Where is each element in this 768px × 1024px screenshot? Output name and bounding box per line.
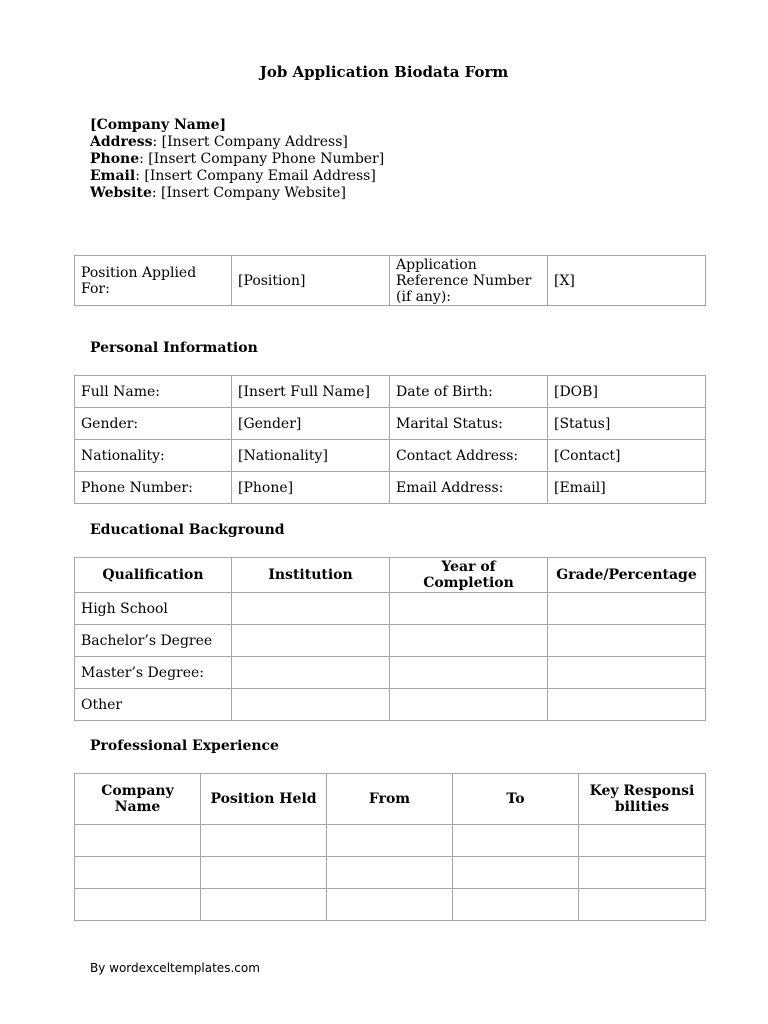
table-cell[interactable] [201, 857, 327, 889]
table-cell: Phone Number: [75, 472, 232, 504]
key-responsibilities-label: Key Responsibilities [589, 783, 695, 815]
table-cell: Marital Status: [390, 408, 548, 440]
table-row [75, 889, 706, 921]
table-cell[interactable]: [Email] [548, 472, 706, 504]
column-header: Year of Completion [390, 558, 548, 593]
company-email-value: : [Insert Company Email Address] [135, 168, 376, 184]
table-cell[interactable] [201, 825, 327, 857]
table-cell[interactable] [453, 857, 579, 889]
company-info [90, 117, 384, 202]
table-cell[interactable] [75, 889, 201, 921]
table-cell[interactable] [453, 889, 579, 921]
company-website-label: Website [90, 185, 152, 201]
table-cell[interactable] [390, 625, 548, 657]
table-row [75, 593, 706, 625]
column-header: Qualification [75, 558, 232, 593]
table-cell: Bachelor’s Degree [75, 625, 232, 657]
company-email-label: Email [90, 168, 136, 184]
table-cell[interactable]: [Status] [548, 408, 706, 440]
table-cell[interactable] [579, 825, 706, 857]
table-row [75, 657, 706, 689]
table-cell[interactable]: [Phone] [232, 472, 390, 504]
table-cell[interactable]: [DOB] [548, 376, 706, 408]
column-header: Grade/Percentage [548, 558, 706, 593]
table-cell[interactable] [232, 657, 390, 689]
table-row [75, 472, 706, 504]
table-cell[interactable] [327, 825, 453, 857]
table-row [75, 857, 706, 889]
column-header: Company Name [75, 774, 201, 825]
position-table [74, 255, 706, 306]
company-address-label: Address [90, 134, 153, 150]
column-header: Institution [232, 558, 390, 593]
table-cell[interactable] [75, 825, 201, 857]
table-cell[interactable]: [Nationality] [232, 440, 390, 472]
education-table [74, 557, 706, 721]
table-cell: Master’s Degree: [75, 657, 232, 689]
table-cell[interactable]: [Contact] [548, 440, 706, 472]
personal-info-heading: Personal Information [90, 340, 258, 356]
column-header [579, 774, 706, 825]
company-address-value: : [Insert Company Address] [152, 134, 348, 150]
table-row [75, 825, 706, 857]
table-cell[interactable] [390, 593, 548, 625]
table-cell[interactable] [579, 857, 706, 889]
table-cell[interactable] [390, 657, 548, 689]
table-cell: Contact Address: [390, 440, 548, 472]
table-cell: Full Name: [75, 376, 232, 408]
table-cell[interactable] [453, 825, 579, 857]
table-cell: Gender: [75, 408, 232, 440]
table-cell[interactable] [548, 593, 706, 625]
column-header: To [453, 774, 579, 825]
table-cell[interactable] [548, 625, 706, 657]
company-phone-label: Phone [90, 151, 140, 167]
table-cell[interactable] [327, 889, 453, 921]
table-header-row [75, 774, 706, 825]
table-header-row [75, 558, 706, 593]
table-row [75, 376, 706, 408]
column-header: Position Held [201, 774, 327, 825]
table-cell[interactable] [75, 857, 201, 889]
table-row [75, 408, 706, 440]
table-cell[interactable] [548, 657, 706, 689]
table-cell[interactable] [579, 889, 706, 921]
position-value-cell[interactable]: [Position] [232, 256, 390, 306]
company-phone-value: : [Insert Company Phone Number] [139, 151, 385, 167]
table-cell: Email Address: [390, 472, 548, 504]
table-cell: Date of Birth: [390, 376, 548, 408]
table-cell[interactable]: [Gender] [232, 408, 390, 440]
company-name: [Company Name] [90, 117, 227, 133]
table-cell[interactable] [232, 689, 390, 721]
table-cell: Nationality: [75, 440, 232, 472]
footer-credit: By wordexceltemplates.com [90, 961, 260, 975]
table-cell: Other [75, 689, 232, 721]
table-row [75, 440, 706, 472]
personal-info-table [74, 375, 706, 504]
reference-value-cell[interactable]: [X] [548, 256, 706, 306]
education-heading: Educational Background [90, 522, 285, 538]
experience-heading: Professional Experience [90, 738, 279, 754]
company-website-value: : [Insert Company Website] [151, 185, 346, 201]
table-cell[interactable] [201, 889, 327, 921]
table-cell[interactable] [232, 593, 390, 625]
table-row [75, 689, 706, 721]
table-cell[interactable] [232, 625, 390, 657]
table-row [75, 625, 706, 657]
experience-table [74, 773, 706, 921]
table-cell[interactable] [327, 857, 453, 889]
table-row [75, 256, 706, 306]
column-header: From [327, 774, 453, 825]
reference-label-cell: Application Reference Number (if any): [390, 256, 548, 306]
table-cell[interactable]: [Insert Full Name] [232, 376, 390, 408]
form-title: Job Application Biodata Form [259, 63, 509, 81]
table-cell[interactable] [390, 689, 548, 721]
table-cell[interactable] [548, 689, 706, 721]
table-cell: High School [75, 593, 232, 625]
position-label-cell: Position Applied For: [75, 256, 232, 306]
